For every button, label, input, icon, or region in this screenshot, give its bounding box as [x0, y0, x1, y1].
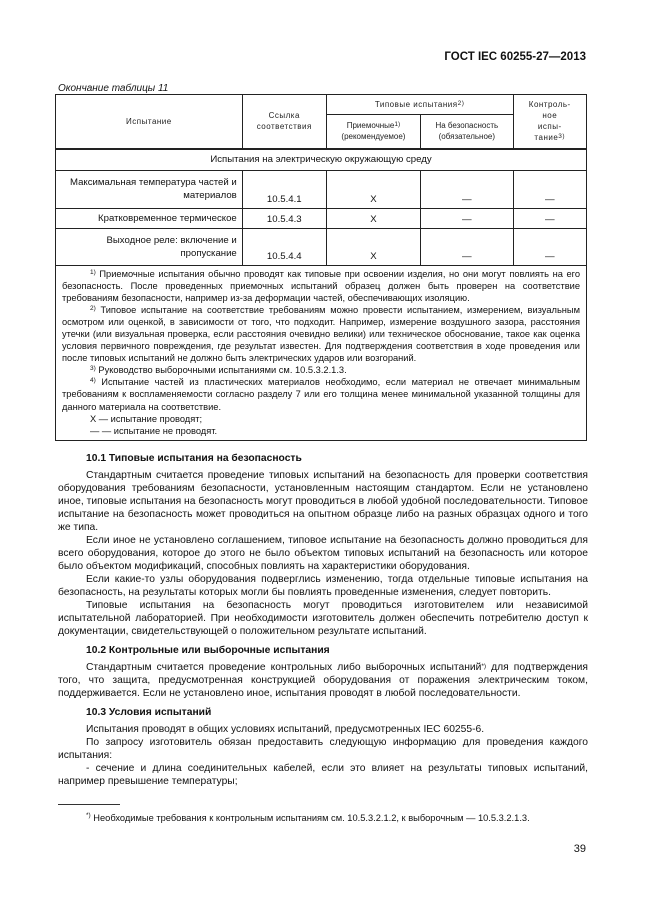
- paragraph: Стандартным считается проведение контрольных либо выборочных испытаний*) для подтверждения того, что защита, предусмотренная конструкцией оборудования от поражения электрическим током, поддерживается. Если не установлено иное, испытания проводят в любой последовательности.: [58, 662, 589, 699]
- footnote-separator: [58, 804, 120, 805]
- paragraph: Если какие-то узлы оборудования подверглись изменению, тогда отдельные типовые испытания на безопасность, на результаты которых могли бы повлиять проведенные изменения, следует повторить.: [58, 574, 588, 598]
- table-row: Выходное реле: включение и пропускание 10.5.4.4 Х — —: [56, 228, 587, 265]
- table-caption: Окончание таблицы 11: [58, 83, 169, 94]
- col-header-test: Испытание: [56, 95, 243, 149]
- table-row: Кратковременное термическое 10.5.4.3 Х — —: [56, 208, 587, 228]
- page-number: 39: [573, 843, 586, 855]
- col-header-type-tests: Типовые испытания$^{2)}$: [326, 95, 513, 115]
- table-section-row: Испытания на электрическую окружающую среду: [56, 149, 587, 171]
- table-note-1: $^{1)}$ Приемочные испытания обычно проводят как типовые при освоении изделия, но они могут повлиять на его безопасность. После проведенных приемочных испытаний образец должен быть проверен на соответствие требованиям безопасности, например из-за деформации частей, обеспечивающих изоляцию.: [62, 268, 580, 303]
- table-11: [55, 94, 587, 441]
- legend-x: Х — испытание проводят;: [90, 413, 203, 424]
- table-row: Максимальная температура частей и материалов 10.5.4.1 Х — —: [56, 170, 587, 208]
- col-header-control: Контроль- ное испы- тание$^{3)}$: [513, 95, 587, 149]
- col-header-reference: Ссылка соответствия: [242, 95, 326, 149]
- body-text: [58, 452, 588, 788]
- paragraph: По запросу изготовитель обязан предоставить следующую информацию для проведения каждого испытания:: [58, 737, 588, 761]
- footnote: *) Необходимые требования к контрольным испытаниям см. 10.5.3.2.1.2, к выборочным — 10.5.3.2.1.3.: [86, 812, 530, 823]
- section-heading-10-1: 10.1 Типовые испытания на безопасность: [86, 453, 302, 464]
- table-notes: [56, 265, 587, 440]
- paragraph: - сечение и длина соединительных кабелей, если это влияет на результаты типовых испытаний, например превышение температуры;: [58, 763, 588, 787]
- table-note-2: $^{2)}$ Типовое испытание на соответствие требованиям можно провести испытанием, измерением, визуальным осмотром или оценкой, в зависимости от того, что подходит. Например, измерение воздушного зазора, расстояния утечки (или визуальная проверка, если расстояния очевидно велики) или техническое обоснование, такое как оценка условия первичного повреждения, где результат известен. Для подтверждения соответствия в ходе проведения или после типовых испытаний не должно быть электрических ударов или возгораний.: [62, 304, 580, 364]
- section-heading-10-3: 10.3 Условия испытаний: [86, 707, 212, 718]
- table-notes-row: [56, 265, 587, 440]
- col-header-safety: На безопасность (обязательное): [421, 115, 513, 149]
- document-header: ГОСТ IEC 60255-27—2013: [444, 51, 586, 63]
- legend-dash: — — испытание не проводят.: [90, 425, 218, 436]
- paragraph: Типовые испытания на безопасность могут проводиться изготовителем или независимой испытательной лабораторией. При необходимости изготовитель должен обеспечить потребителю доступ к документации, свидетельствующей о положительном результате испытаний.: [58, 600, 588, 637]
- paragraph: Испытания проводят в общих условиях испытаний, предусмотренных IEC 60255-6.: [86, 724, 485, 735]
- col-header-acceptance: Приемочные$^{1)}$ (рекомендуемое): [326, 115, 420, 149]
- paragraph: Если иное не установлено соглашением, типовое испытание на безопасность должно проводиться для всего оборудования, которое до этого не было объектом типовых испытаний на безопасность или которое было объектом модификаций, способных повлиять на характеристики оборудования.: [58, 535, 588, 572]
- table-note-4: $^{4)}$ Испытание частей из пластических материалов необходимо, если материал не отвечает минимальным требованиям к воспламеняемости согласно разделу 7 или его толщина менее минимальной указанной толщины для данного материала на соответствие.: [62, 377, 580, 412]
- section-heading-10-2: 10.2 Контрольные или выборочные испытания: [86, 645, 330, 656]
- table-header-row: [56, 95, 587, 115]
- table-note-3: $^{3)}$ Руководство выборочными испытаниями см. 10.5.3.2.1.3.: [90, 365, 347, 376]
- paragraph: Стандартным считается проведение типовых испытаний на безопасность для проверки соответствия оборудования требованиям безопасности, установленным настоящим стандартом. Если не установлено иное, типовые испытания на безопасность могут проводиться в любой удобной последовательности. Типовое испытание на безопасность может проводиться на опытном образце либо на разных образцах одного и того же типа.: [58, 470, 588, 533]
